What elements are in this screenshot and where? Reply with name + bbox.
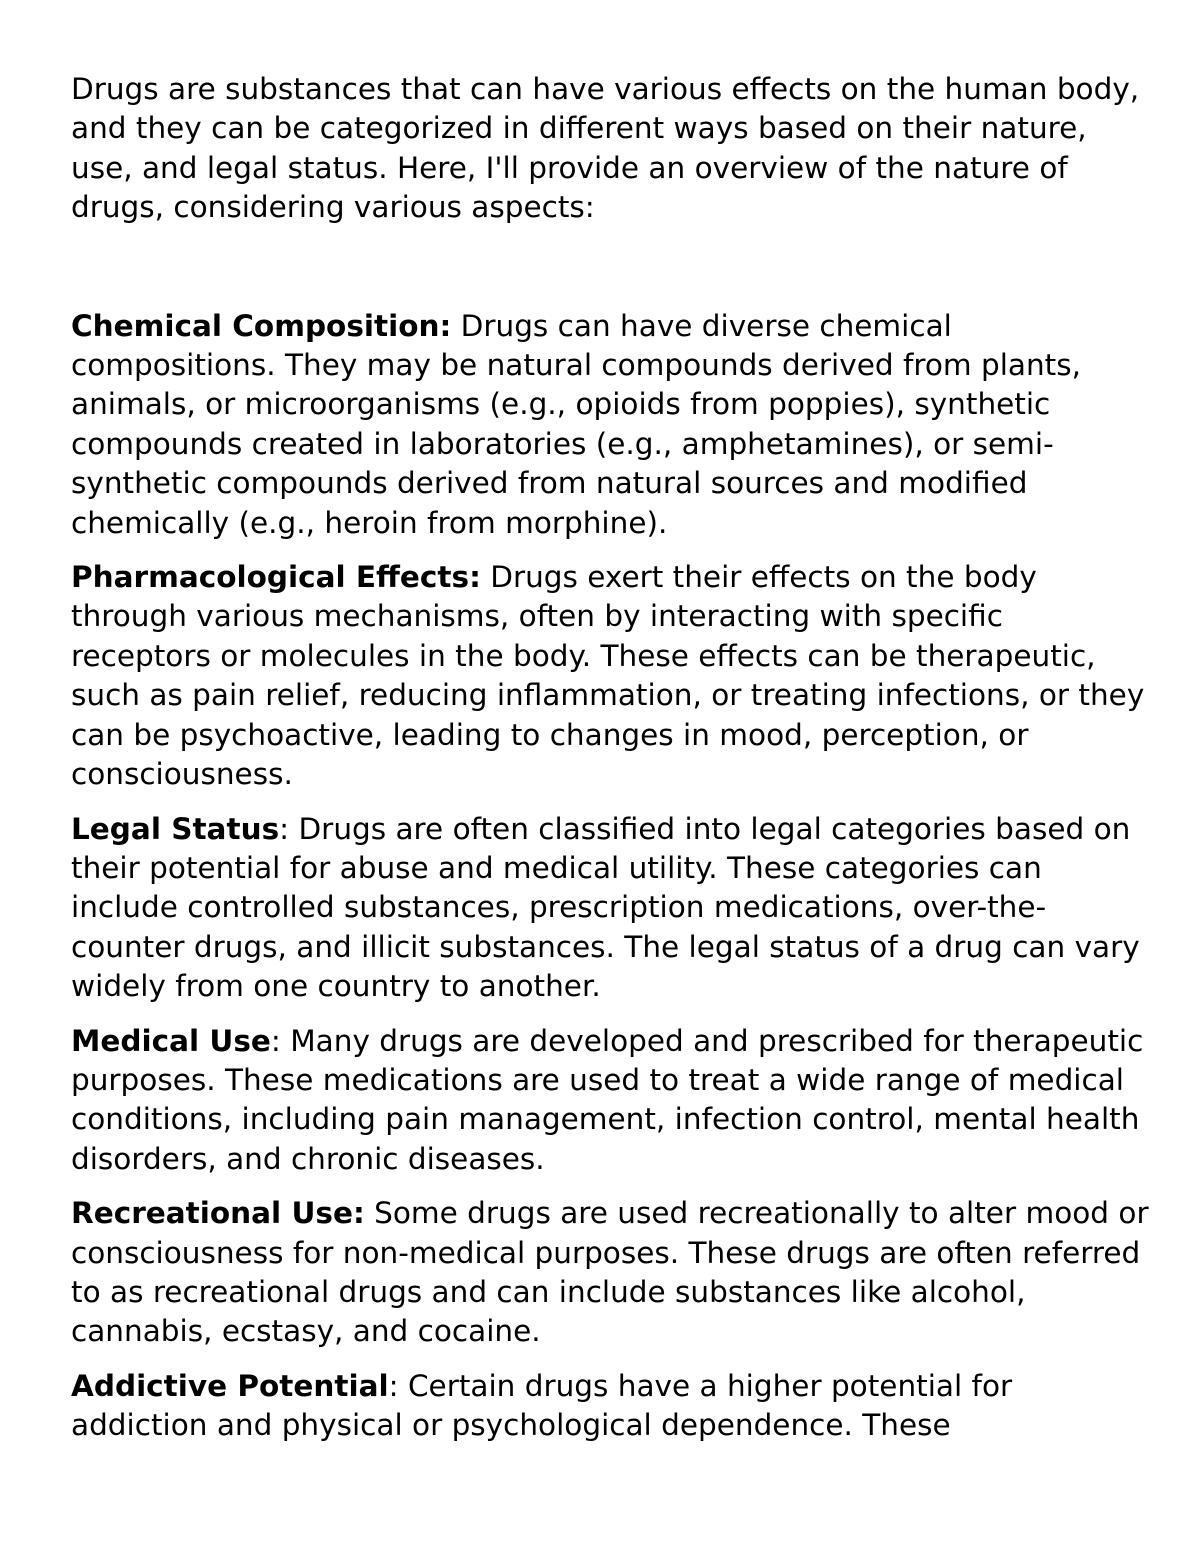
section-term: Medical Use [71,1023,271,1058]
section-body: Drugs are often classified into legal categories based on their potential for abuse and medical utility. These categories can include controlled substances, prescription medications, over-the-counter drugs, and illicit substances. The legal status of a drug can vary widely from one country to another. [71,811,1140,1004]
section-body: Many drugs are developed and prescribed for therapeutic purposes. These medications are used to treat a wide range of medical conditions, including pain management, infection control, mental health disorders, and chronic diseases. [71,1023,1144,1176]
section-body: Drugs can have diverse chemical compositions. They may be natural compounds derived from plants, animals, or microorganisms (e.g., opioids from poppies), synthetic compounds created in laboratories (e.g., amphetamines), or semi-synthetic compounds derived from natural sources and modified chemically (e.g., heroin from morphine). [71,308,1081,540]
section-separator: : [270,1023,281,1058]
intro-paragraph: Drugs are substances that can have various effects on the human body, and they can be categorized in different ways based on their nature, use, and legal status. Here, I'll provide an overview of the nature of drugs, considering various aspects: [71,72,1140,225]
section-recreational-use [71,1194,1151,1352]
document-page [71,70,1151,1461]
section-term: Chemical Composition: [71,308,452,343]
section-term: Pharmacological Effects: [71,560,481,595]
section-body: Some drugs are used recreationally to alter mood or consciousness for non-medical purposes. These drugs are often referred to as recreational drugs and can include substances like alcohol, cannabis, ecstasy, and cocaine. [71,1196,1149,1349]
section-term: Recreational Use: [71,1196,365,1231]
section-body: Certain drugs have a higher potential for addiction and physical or psychological dependence. These [71,1368,1013,1443]
section-medical-use [71,1022,1151,1180]
section-term: Legal Status [71,811,280,846]
section-separator: : [279,811,290,846]
section-separator: : [388,1368,399,1403]
section-term: Addictive Potential [71,1368,389,1403]
section-legal-status [71,810,1151,1007]
section-addictive-potential [71,1367,1151,1446]
section-chemical-composition [71,307,1151,543]
section-body: Drugs exert their effects on the body through various mechanisms, often by interacting with specific receptors or molecules in the body. These effects can be therapeutic, such as pain relief, reducing inflammation, or treating infections, or they can be psychoactive, leading to changes in mood, perception, or consciousness. [71,560,1145,792]
section-pharmacological-effects [71,558,1151,794]
